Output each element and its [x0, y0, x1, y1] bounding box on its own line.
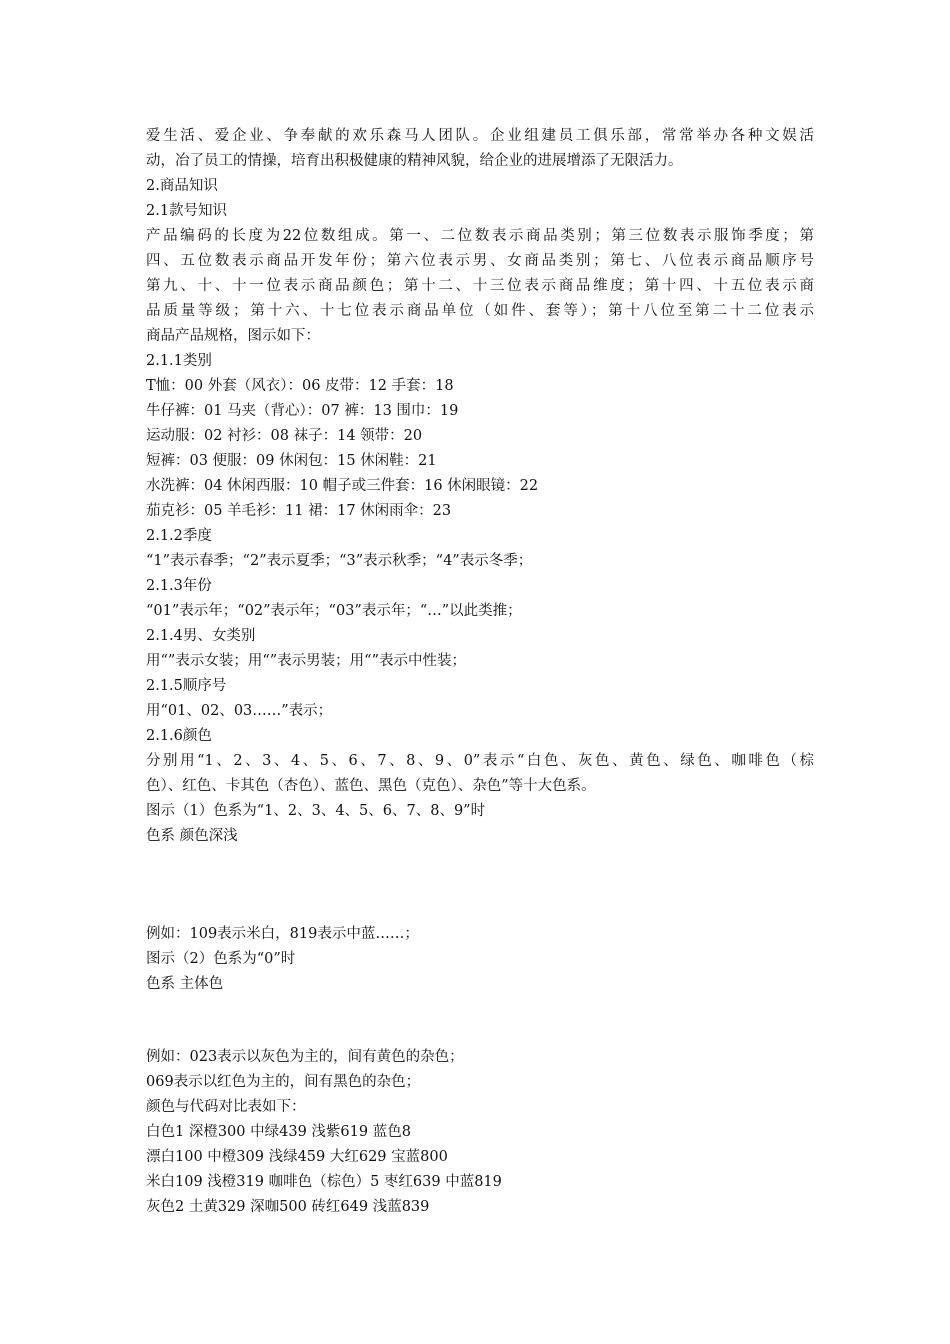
section-heading: 2.商品知识 [146, 178, 218, 194]
category-line: 水洗裤：04 休闲西服：10 帽子或三件套：16 休闲眼镜：22 [146, 478, 539, 494]
category-line: 运动服：02 衬衫：08 袜子：14 领带：20 [146, 428, 423, 444]
text-line: 例如：023表示以灰色为主的，间有黄色的杂色； [146, 1049, 464, 1065]
document-body [146, 124, 814, 1220]
figure-label: 色系 主体色 [146, 976, 224, 992]
section-heading: 2.1款号知识 [146, 203, 228, 219]
paragraph-intro [146, 124, 814, 174]
figure-space [146, 997, 814, 1045]
text-line: 品质量等级；第十六、十七位表示商品单位（如件、套等）；第十八位至第二十二位表示 [146, 303, 814, 319]
text-line: 例如：109表示米白，819表示中蓝……； [146, 926, 419, 942]
figure-space [146, 849, 814, 922]
paragraph-code-description [146, 224, 814, 349]
text-line: 产品编码的长度为22位数组成。第一、二位数表示商品类别；第三位数表示服饰季度；第 [146, 228, 814, 244]
category-line: 牛仔裤：01 马夹（背心）：07 裤：13 围巾：19 [146, 403, 459, 419]
section-heading: 2.1.4男、女类别 [146, 628, 256, 644]
section-heading: 2.1.5顺序号 [146, 678, 227, 694]
figure-label: 色系 颜色深浅 [146, 828, 238, 844]
text-line: 动，冶了员工的情操，培育出积极健康的精神风貌，给企业的进展增添了无限活力。 [146, 153, 683, 169]
color-code-line: 灰色2 土黄329 深咖500 砖红649 浅蓝839 [146, 1199, 430, 1215]
color-code-line: 白色1 深橙300 中绿439 浅紫619 蓝色8 [146, 1124, 411, 1140]
color-code-line: 米白109 浅橙319 咖啡色（棕色）5 枣红639 中蓝819 [146, 1174, 502, 1190]
figure-caption: 图示（1）色系为“1、2、3、4、5、6、7、8、9”时 [146, 803, 486, 819]
text-line: “01”表示年；“02”表示年；“03”表示年；“…”以此类推； [146, 603, 522, 619]
text-line: 用“01、02、03……”表示； [146, 703, 333, 719]
text-line: 颜色与代码对比表如下： [146, 1099, 306, 1115]
text-line: “1”表示春季；“2”表示夏季；“3”表示秋季；“4”表示冬季； [146, 553, 533, 569]
section-heading: 2.1.3年份 [146, 578, 212, 594]
section-heading: 2.1.2季度 [146, 528, 212, 544]
text-line: 第九、十、十一位表示商品颜色；第十二、十三位表示商品维度；第十四、十五位表示商 [146, 278, 814, 294]
color-code-line: 漂白100 中橙309 浅绿459 大红629 宝蓝800 [146, 1149, 448, 1165]
text-line: 商品产品规格，图示如下： [146, 328, 320, 344]
section-heading: 2.1.6颜色 [146, 728, 212, 744]
text-line: 色）、红色、卡其色（杏色）、蓝色、黑色（克色）、杂色”等十大色系。 [146, 778, 596, 794]
category-line: 短裤：03 便服：09 休闲包：15 休闲鞋：21 [146, 453, 437, 469]
text-line: 用“”表示女装；用“”表示男装；用“”表示中性装； [146, 653, 466, 669]
text-line: 四、五位数表示商品开发年份；第六位表示男、女商品类别；第七、八位表示商品顺序号 [146, 253, 814, 269]
category-line: 茄克衫：05 羊毛衫：11 裙：17 休闲雨伞：23 [146, 503, 452, 519]
text-line: 分别用“1、2、3、4、5、6、7、8、9、0”表示“白色、灰色、黄色、绿色、咖啡色（棕 [146, 753, 814, 769]
category-line: T恤：00 外套（风衣）：06 皮带：12 手套：18 [146, 378, 454, 394]
section-heading: 2.1.1类别 [146, 353, 212, 369]
paragraph-color-system [146, 749, 814, 799]
figure-caption: 图示（2）色系为“0”时 [146, 951, 296, 967]
text-line: 069表示以红色为主的，间有黑色的杂色； [146, 1074, 421, 1090]
text-line: 爱生活、爱企业、争奉献的欢乐森马人团队。企业组建员工俱乐部，常常举办各种文娱活 [146, 128, 814, 144]
